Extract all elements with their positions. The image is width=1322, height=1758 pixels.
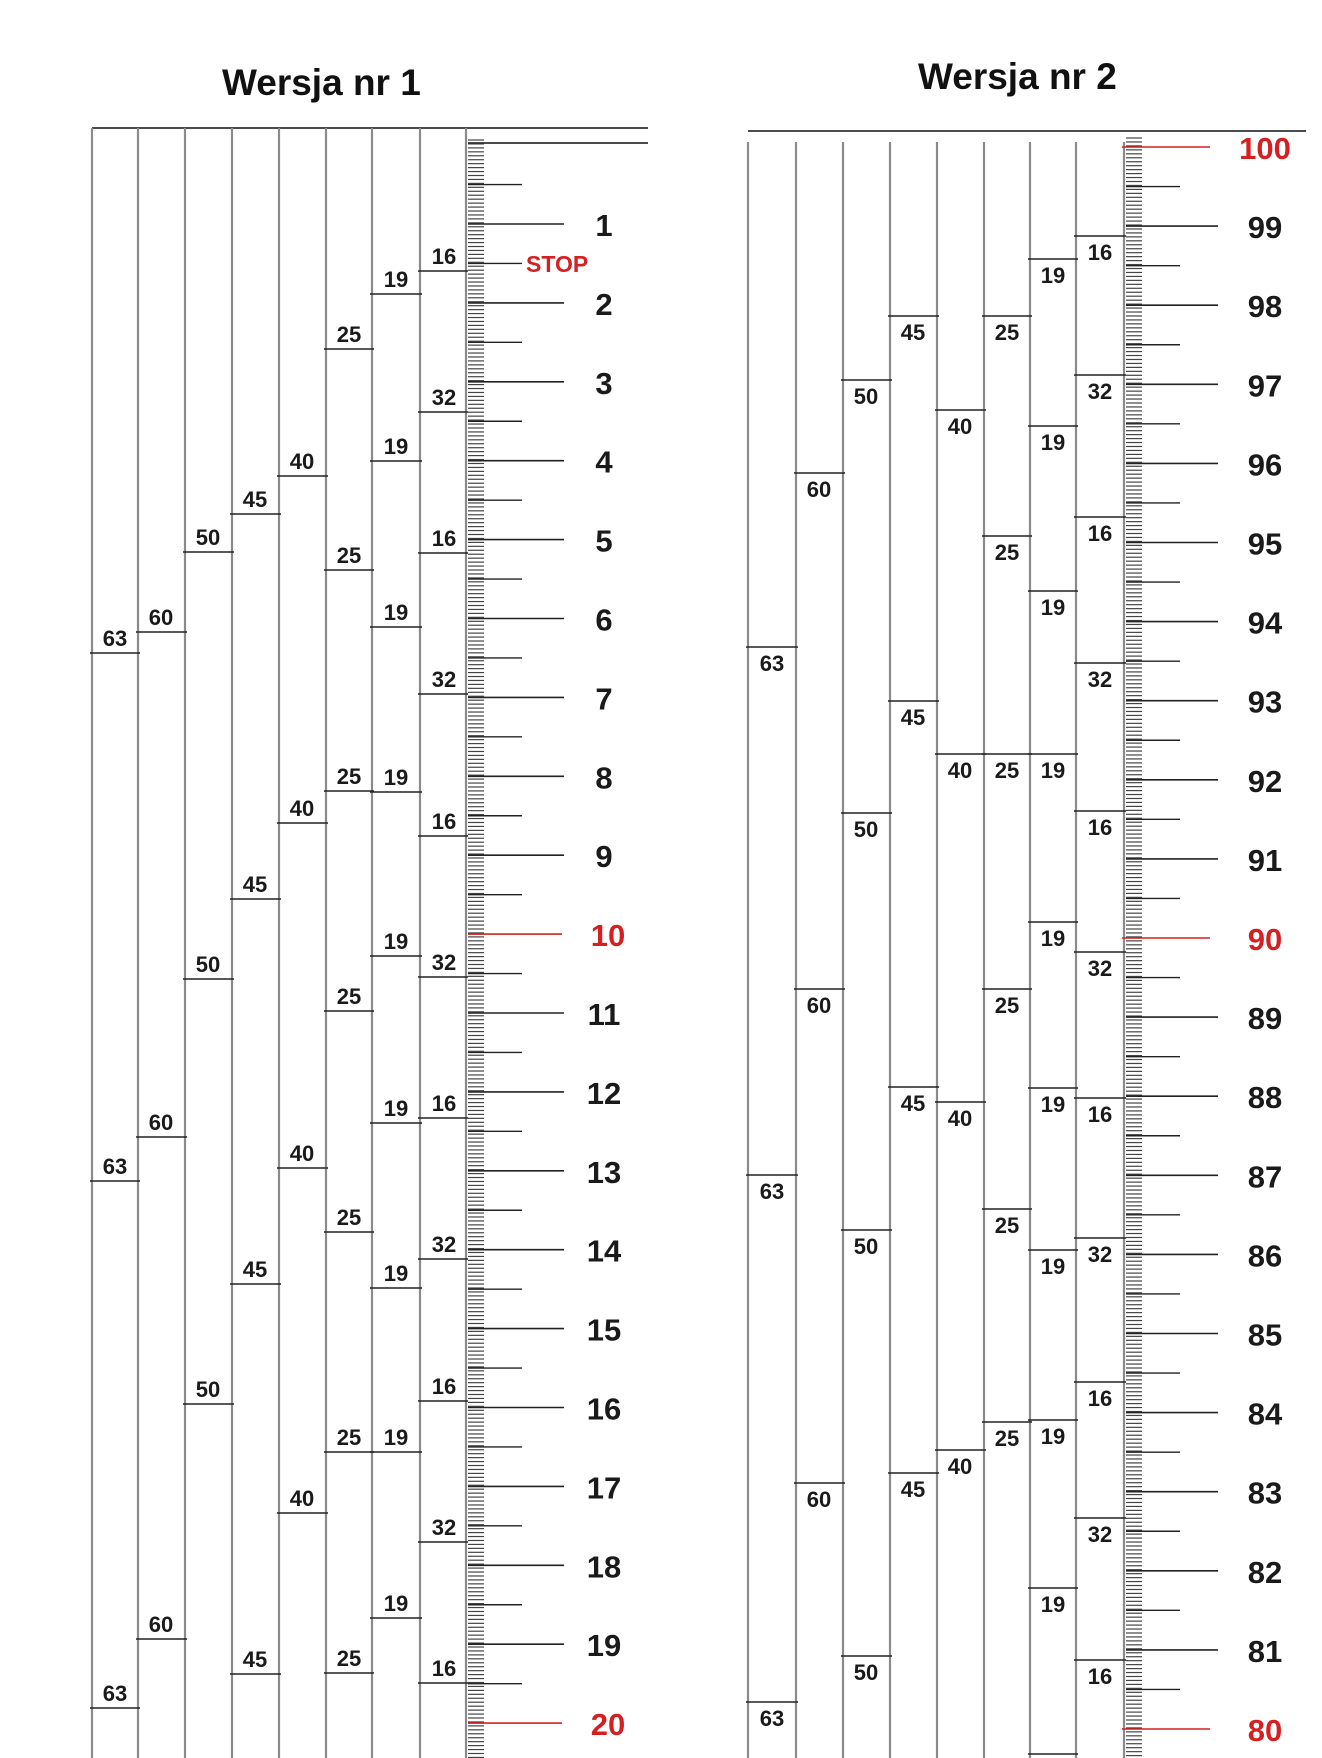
v1-column-label: 16 <box>431 526 457 551</box>
v2-column-label: 16 <box>1087 521 1113 546</box>
v1-scale-number: 20 <box>590 1707 626 1743</box>
v2-column-label: 40 <box>947 1454 973 1479</box>
v2-column-label: 63 <box>759 1706 785 1731</box>
v2-column-label: 63 <box>759 1179 785 1204</box>
v2-column-label: 16 <box>1087 815 1113 840</box>
v1-column-label: 16 <box>431 244 457 269</box>
v1-column-label: 16 <box>431 1374 457 1399</box>
v2-column-label: 45 <box>900 1477 926 1502</box>
v2-scale-number: 93 <box>1247 684 1283 720</box>
v1-column-label: 19 <box>383 765 409 790</box>
v2-column-label: 60 <box>806 1487 832 1512</box>
v1-scale-number: 2 <box>595 286 613 322</box>
v2-column-label: 16 <box>1087 1386 1113 1411</box>
v1-column-label: 45 <box>242 487 268 512</box>
v1-column-label: 32 <box>431 1515 457 1540</box>
v2-scale-number: 97 <box>1247 368 1283 404</box>
v1-scale-number: 3 <box>595 365 613 401</box>
version-1-scale <box>90 128 648 1758</box>
v2-column-label: 16 <box>1087 1664 1113 1689</box>
v2-column-label: 19 <box>1040 926 1066 951</box>
v2-scale-number: 98 <box>1247 289 1283 325</box>
v1-column-label: 19 <box>383 1591 409 1616</box>
v1-column-label: 60 <box>148 605 174 630</box>
v2-column-label: 45 <box>900 1091 926 1116</box>
v1-column-label: 19 <box>383 600 409 625</box>
v1-stop-label: STOP <box>526 251 589 277</box>
v1-column-label: 60 <box>148 1110 174 1135</box>
v2-scale-number: 96 <box>1247 447 1283 483</box>
v2-column-label: 32 <box>1087 1522 1113 1547</box>
v2-column-label: 25 <box>994 758 1020 783</box>
v1-scale-number: 4 <box>595 444 613 480</box>
v2-column-label: 50 <box>853 1660 879 1685</box>
v1-column-label: 16 <box>431 1091 457 1116</box>
v2-column-label: 19 <box>1040 1592 1066 1617</box>
v2-column-label: 25 <box>994 540 1020 565</box>
v1-scale-number: 18 <box>586 1549 622 1585</box>
v1-column-label: 19 <box>383 434 409 459</box>
v1-column-label: 32 <box>431 667 457 692</box>
v1-scale-number: 1 <box>595 208 613 243</box>
v1-scale-number: 11 <box>587 997 621 1032</box>
v1-column-label: 40 <box>289 449 315 474</box>
v2-column-label: 50 <box>853 817 879 842</box>
v2-scale-number: 92 <box>1247 763 1283 799</box>
v1-column-label: 40 <box>289 796 315 821</box>
v2-scale-number: 90 <box>1247 922 1283 957</box>
v2-scale-number: 81 <box>1247 1633 1283 1669</box>
v1-column-label: 25 <box>336 984 362 1009</box>
v1-column-label: 19 <box>383 267 409 292</box>
v1-scale-number: 14 <box>586 1233 622 1269</box>
v1-scale-number: 19 <box>586 1628 622 1664</box>
v2-column-label: 16 <box>1087 1102 1113 1127</box>
v1-scale-number: 12 <box>586 1075 622 1111</box>
v2-column-label: 32 <box>1087 379 1113 404</box>
v2-scale-number: 87 <box>1247 1159 1283 1195</box>
v1-column-label: 63 <box>102 1681 128 1706</box>
v2-scale-number: 100 <box>1239 131 1291 166</box>
v1-column-label: 63 <box>102 626 128 651</box>
v2-scale-number: 95 <box>1247 526 1283 562</box>
v1-column-label: 63 <box>102 1154 128 1179</box>
v2-column-label: 19 <box>1040 430 1066 455</box>
v1-column-label: 19 <box>383 929 409 954</box>
v1-column-label: 32 <box>431 385 457 410</box>
v2-column-label: 40 <box>947 414 973 439</box>
v2-column-label: 19 <box>1040 263 1066 288</box>
v2-column-label: 40 <box>947 1106 973 1131</box>
v1-scale-number: 13 <box>586 1154 622 1190</box>
v2-column-label: 50 <box>853 384 879 409</box>
v2-column-label: 16 <box>1087 240 1113 265</box>
v2-column-label: 40 <box>947 758 973 783</box>
v1-scale-number: 7 <box>595 681 613 717</box>
v1-column-label: 19 <box>383 1425 409 1450</box>
v1-scale-number: 6 <box>595 602 613 638</box>
v1-column-label: 45 <box>242 1647 268 1672</box>
v2-scale-number: 85 <box>1247 1317 1283 1353</box>
v1-scale-number: 5 <box>595 523 613 559</box>
v2-column-label: 45 <box>900 320 926 345</box>
v1-scale-number: 9 <box>595 839 613 875</box>
version-2-scale <box>746 131 1306 1758</box>
v1-column-label: 40 <box>289 1486 315 1511</box>
v2-column-label: 60 <box>806 477 832 502</box>
v1-column-label: 40 <box>289 1141 315 1166</box>
v2-column-label: 45 <box>900 705 926 730</box>
v2-column-label: 50 <box>853 1234 879 1259</box>
v2-column-label: 25 <box>994 1426 1020 1451</box>
v2-column-label: 19 <box>1040 1254 1066 1279</box>
v2-column-label: 19 <box>1040 595 1066 620</box>
v2-scale-number: 88 <box>1247 1080 1283 1116</box>
v1-column-label: 50 <box>195 952 221 977</box>
v1-column-label: 19 <box>383 1261 409 1286</box>
v2-column-label: 32 <box>1087 1242 1113 1267</box>
v1-column-label: 16 <box>431 809 457 834</box>
v2-column-label: 19 <box>1040 758 1066 783</box>
v1-column-label: 25 <box>336 322 362 347</box>
v1-column-label: 19 <box>383 1096 409 1121</box>
v1-column-label: 25 <box>336 1425 362 1450</box>
v2-column-label: 25 <box>994 1213 1020 1238</box>
v2-column-label: 32 <box>1087 667 1113 692</box>
v2-scale-number: 91 <box>1247 842 1283 878</box>
v1-column-label: 32 <box>431 1232 457 1257</box>
v1-column-label: 50 <box>195 525 221 550</box>
v2-column-label: 25 <box>994 320 1020 345</box>
v1-column-label: 16 <box>431 1656 457 1681</box>
v1-scale-number: 15 <box>586 1312 622 1348</box>
v2-scale-number: 80 <box>1247 1713 1283 1748</box>
v1-column-label: 25 <box>336 1205 362 1230</box>
v2-scale-number: 84 <box>1247 1396 1283 1432</box>
v2-column-label: 32 <box>1087 956 1113 981</box>
v1-column-label: 25 <box>336 764 362 789</box>
v2-scale-number: 89 <box>1247 1001 1283 1037</box>
v1-column-label: 45 <box>242 1257 268 1282</box>
v1-scale-number: 10 <box>590 918 626 954</box>
v2-scale-number: 86 <box>1247 1238 1283 1274</box>
v2-column-label: 60 <box>806 993 832 1018</box>
v1-column-label: 32 <box>431 950 457 975</box>
v1-column-label: 45 <box>242 872 268 897</box>
v2-column-label: 19 <box>1040 1424 1066 1449</box>
v1-column-label: 25 <box>336 543 362 568</box>
v2-column-label: 25 <box>994 993 1020 1018</box>
v2-column-label: 19 <box>1040 1092 1066 1117</box>
version-1-title: Wersja nr 1 <box>222 62 421 103</box>
v2-scale-number: 82 <box>1247 1554 1283 1590</box>
v2-scale-number: 99 <box>1247 210 1283 246</box>
v2-scale-number: 83 <box>1247 1475 1283 1511</box>
v1-scale-number: 16 <box>586 1391 622 1427</box>
v1-scale-number: 17 <box>586 1470 622 1506</box>
version-2-title: Wersja nr 2 <box>918 56 1117 97</box>
v1-column-label: 50 <box>195 1377 221 1402</box>
v1-column-label: 60 <box>148 1612 174 1637</box>
v2-scale-number: 94 <box>1247 605 1283 641</box>
v1-column-label: 25 <box>336 1646 362 1671</box>
v1-scale-number: 8 <box>595 760 613 796</box>
v2-column-label: 63 <box>759 651 785 676</box>
